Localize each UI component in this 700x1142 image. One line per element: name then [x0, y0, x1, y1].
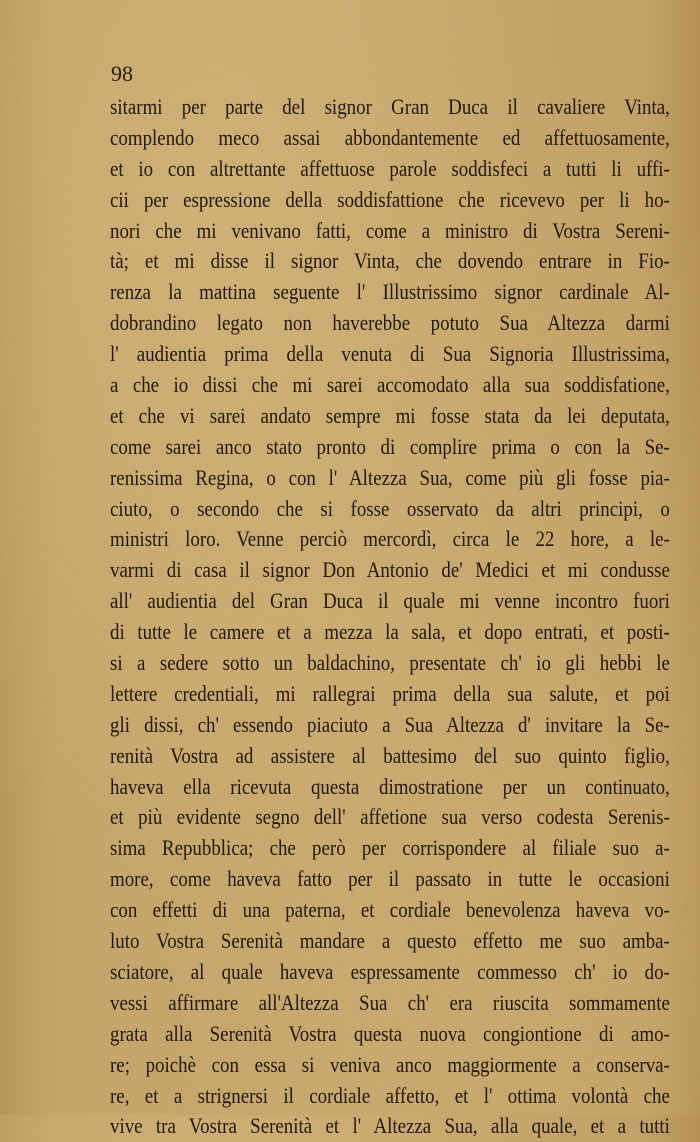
text-line: et che vi sarei andato sempre mi fosse stata da lei deputata, — [110, 402, 670, 428]
text-line: nori che mi venivano fatti, come a ministro di Vostra Sereni- — [110, 217, 670, 243]
text-line: sitarmi per parte del signor Gran Duca il cavaliere Vinta, — [110, 94, 670, 119]
text-line: varmi di casa il signor Don Antonio de' Medici et mi condusse — [110, 557, 670, 583]
text-line: renza la mattina seguente l' Illustrissimo signor cardinale Al- — [110, 279, 670, 305]
text-line: a che io dissi che mi sarei accomodato alla sua soddisfatione, — [110, 372, 670, 398]
text-line: l' audientia prima della venuta di Sua Signoria Illustrissima, — [110, 341, 670, 367]
text-line: sciatore, al quale haveva espressamente commesso ch' io do- — [110, 958, 670, 984]
body-text — [110, 92, 670, 1142]
page-number: 98 — [111, 61, 133, 86]
text-line: et più evidente segno dell' affetione sua verso codesta Serenis- — [110, 804, 670, 830]
text-line: all' audientia del Gran Duca il quale mi venne incontro fuori — [110, 588, 670, 614]
text-line: tà; et mi disse il signor Vinta, che dovendo entrare in Fio- — [110, 248, 670, 274]
text-line: ministri loro. Venne perciò mercordì, circa le 22 hore, a le- — [110, 526, 670, 552]
text-line: ciuto, o secondo che si fosse osservato da altri principi, o — [110, 495, 670, 521]
text-line: grata alla Serenità Vostra questa nuova congiontione di amo- — [110, 1020, 670, 1046]
text-line: re, et a strignersi il cordiale affetto, et l' ottima volontà che — [110, 1082, 670, 1108]
text-line: luto Vostra Serenità mandare a questo effetto me suo amba- — [110, 928, 670, 954]
text-line: lettere credentiali, mi rallegrai prima della sua salute, et poi — [110, 680, 670, 706]
text-line: dobrandino legato non haverebbe potuto Sua Altezza darmi — [110, 310, 670, 336]
text-line: renità Vostra ad assistere al battesimo del suo quinto figlio, — [110, 742, 670, 768]
text-line: et io con altrettante affettuose parole soddisfeci a tutti li uffi- — [110, 155, 670, 181]
text-line: di tutte le camere et a mezza la sala, et dopo entrati, et posti- — [110, 619, 670, 645]
text-line: con effetti di una paterna, et cordiale benevolenza haveva vo- — [110, 897, 670, 923]
text-line: cii per espressione della soddisfattione che ricevevo per li ho- — [110, 186, 670, 212]
text-line: gli dissi, ch' essendo piaciuto a Sua Altezza d' invitare la Se- — [110, 711, 670, 737]
text-line: renissima Regina, o con l' Altezza Sua, come più gli fosse pia- — [110, 464, 670, 490]
text-line: vessi affirmare all'Altezza Sua ch' era riuscita sommamente — [110, 989, 670, 1015]
text-line: come sarei anco stato pronto di complire prima o con la Se- — [110, 433, 670, 459]
text-line: si a sedere sotto un baldachino, presentate ch' io gli hebbi le — [110, 650, 670, 676]
text-line: complendo meco assai abbondantemente ed affettuosamente, — [110, 124, 670, 150]
text-line: haveva ella ricevuta questa dimostratione per un continuato, — [110, 773, 670, 799]
text-line: sima Repubblica; che però per corrispondere al filiale suo a- — [110, 835, 670, 861]
text-line: more, come haveva fatto per il passato in tutte le occasioni — [110, 866, 670, 892]
text-line: re; poichè con essa si veniva anco maggiormente a conserva- — [110, 1051, 670, 1077]
text-line: vive tra Vostra Serenità et l' Altezza Sua, alla quale, et a tutti — [110, 1113, 670, 1139]
